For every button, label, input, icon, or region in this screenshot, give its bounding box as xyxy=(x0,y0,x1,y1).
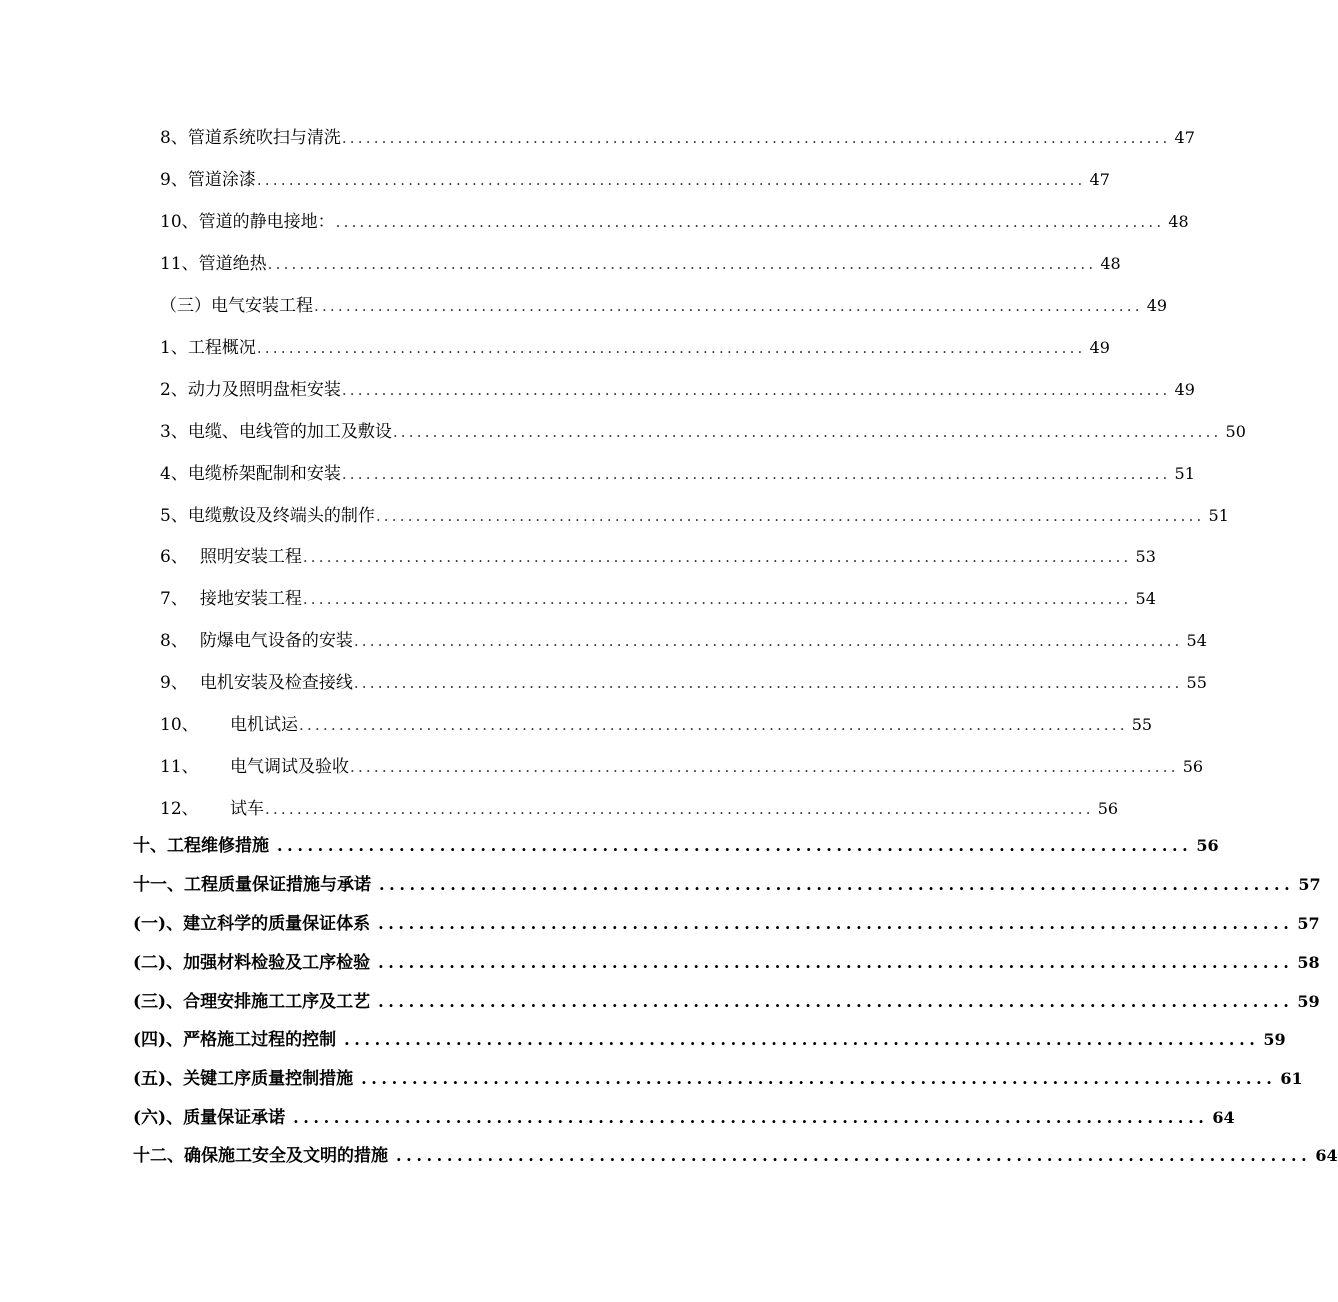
toc-entry[interactable] xyxy=(133,872,1321,898)
toc-entry-label: 4、电缆桥架配制和安装 xyxy=(160,464,341,484)
toc-entry[interactable] xyxy=(160,461,1195,487)
dot-leader: ........................................................................................................ xyxy=(256,171,1086,189)
toc-page-number: 50 xyxy=(1225,422,1246,441)
dot-leader: ........................................................................................................ xyxy=(341,129,1171,147)
toc-page-number: 49 xyxy=(1146,296,1168,315)
toc-entry[interactable] xyxy=(160,251,1121,277)
toc-entry[interactable] xyxy=(160,586,1156,612)
toc-entry-label: (二)、加强材料检验及工序检验 xyxy=(133,953,371,973)
toc-page-number: 57 xyxy=(1297,914,1320,933)
toc-entry[interactable] xyxy=(133,911,1320,937)
toc-page-number: 59 xyxy=(1263,1030,1286,1049)
toc-entry-label: (六)、质量保证承诺 xyxy=(133,1108,286,1128)
dot-leader: ........................................................................................................ xyxy=(302,590,1132,608)
toc-entry[interactable] xyxy=(160,377,1195,403)
dot-leader: .......................................................................................... xyxy=(293,1108,1209,1127)
toc-entry[interactable] xyxy=(160,419,1246,445)
dot-leader: .......................................................................................... xyxy=(378,992,1294,1011)
dot-leader: .......................................................................................... xyxy=(277,836,1193,855)
toc-page-number: 59 xyxy=(1297,992,1320,1011)
toc-entry-label: 3、电缆、电线管的加工及敷设 xyxy=(160,422,392,442)
dot-leader: .......................................................................................... xyxy=(379,875,1295,894)
toc-entry[interactable] xyxy=(160,712,1153,738)
toc-page-number: 54 xyxy=(1135,589,1156,608)
dot-leader: .......................................................................................... xyxy=(378,953,1294,972)
toc-entry-label: 6、 照明安装工程 xyxy=(160,547,302,567)
toc-page-number: 53 xyxy=(1135,547,1156,566)
dot-leader: ........................................................................................................ xyxy=(256,339,1086,357)
toc-page-number: 64 xyxy=(1212,1108,1235,1127)
toc-entry-label: 十一、工程质量保证措施与承诺 xyxy=(133,875,371,895)
toc-page-number: 61 xyxy=(1280,1069,1303,1088)
toc-entry-label: 5、电缆敷设及终端头的制作 xyxy=(160,506,375,526)
toc-entry-label: 8、管道系统吹扫与清洗 xyxy=(160,128,341,148)
toc-entry[interactable] xyxy=(160,503,1229,529)
dot-leader: ........................................................................................................ xyxy=(353,674,1183,692)
toc-entry-label: 12、 试车 xyxy=(160,799,264,819)
toc-entry-label: (五)、关键工序质量控制措施 xyxy=(133,1069,354,1089)
dot-leader: ........................................................................................................ xyxy=(314,297,1143,315)
dot-leader: ........................................................................................................ xyxy=(341,381,1171,399)
toc-entry-label: 10、管道的静电接地： xyxy=(160,212,335,232)
toc-page-number: 49 xyxy=(1174,380,1195,399)
toc-entry-label: 十二、确保施工安全及文明的措施 xyxy=(133,1146,388,1166)
toc-entry-label: 8、 防爆电气设备的安装 xyxy=(160,631,353,651)
dot-leader: ........................................................................................................ xyxy=(353,632,1183,650)
toc-entry[interactable] xyxy=(133,1027,1286,1053)
toc-entry-label: 11、 电气调试及验收 xyxy=(160,757,349,777)
toc-entry[interactable] xyxy=(160,209,1189,235)
toc-entry-label: (三)、合理安排施工工序及工艺 xyxy=(133,992,371,1012)
toc-page-number: 51 xyxy=(1208,506,1229,525)
dot-leader: ........................................................................................................ xyxy=(341,465,1171,483)
dot-leader: ........................................................................................................ xyxy=(299,716,1128,734)
toc-page-number: 57 xyxy=(1298,875,1321,894)
toc-entry[interactable] xyxy=(133,1143,1338,1169)
toc-entry-label: 9、 电机安装及检查接线 xyxy=(160,673,353,693)
dot-leader: ........................................................................................................ xyxy=(350,758,1179,776)
toc-entry-label: （三）电气安装工程 xyxy=(160,296,313,316)
toc-page-number: 48 xyxy=(1100,254,1121,273)
dot-leader: .......................................................................................... xyxy=(378,914,1294,933)
toc-entry-label: (一)、建立科学的质量保证体系 xyxy=(133,914,371,934)
toc-entry[interactable] xyxy=(133,989,1320,1015)
dot-leader: ........................................................................................................ xyxy=(267,255,1097,273)
toc-page-number: 64 xyxy=(1315,1146,1338,1165)
toc-entry[interactable] xyxy=(133,833,1219,859)
dot-leader: ........................................................................................................ xyxy=(265,800,1094,818)
toc-page-number: 55 xyxy=(1131,715,1153,734)
toc-entry[interactable] xyxy=(160,293,1168,319)
dot-leader: ........................................................................................................ xyxy=(392,423,1222,441)
toc-entry-label: 1、工程概况 xyxy=(160,338,256,358)
dot-leader: .......................................................................................... xyxy=(361,1069,1277,1088)
dot-leader: ........................................................................................................ xyxy=(335,213,1165,231)
toc-page-number: 56 xyxy=(1196,836,1219,855)
toc-page-number: 55 xyxy=(1186,673,1207,692)
toc-entry[interactable] xyxy=(160,167,1110,193)
toc-page-number: 56 xyxy=(1182,757,1204,776)
toc-page-number: 56 xyxy=(1097,799,1119,818)
toc-entry-label: (四)、严格施工过程的控制 xyxy=(133,1030,337,1050)
toc-page-number: 49 xyxy=(1089,338,1110,357)
toc-entry-label: 11、管道绝热 xyxy=(160,254,267,274)
toc-entry[interactable] xyxy=(160,670,1207,696)
toc-page-number: 58 xyxy=(1297,953,1320,972)
dot-leader: ........................................................................................................ xyxy=(302,548,1132,566)
toc-entry[interactable] xyxy=(160,335,1110,361)
dot-leader: .......................................................................................... xyxy=(344,1030,1260,1049)
toc-entry[interactable] xyxy=(133,1105,1235,1131)
toc-page-number: 51 xyxy=(1174,464,1195,483)
toc-entry-label: 7、 接地安装工程 xyxy=(160,589,302,609)
toc-entry[interactable] xyxy=(160,125,1195,151)
toc-entry-label: 10、 电机试运 xyxy=(160,715,298,735)
dot-leader: .......................................................................................... xyxy=(396,1146,1312,1165)
toc-page-number: 48 xyxy=(1168,212,1189,231)
toc-entry-label: 十、工程维修措施 xyxy=(133,836,269,856)
toc-entry-label: 2、动力及照明盘柜安装 xyxy=(160,380,341,400)
toc-entry[interactable] xyxy=(160,754,1204,780)
toc-entry[interactable] xyxy=(160,628,1207,654)
toc-entry[interactable] xyxy=(160,544,1156,570)
toc-entry[interactable] xyxy=(133,1066,1303,1092)
toc-page-number: 47 xyxy=(1089,170,1110,189)
toc-entry[interactable] xyxy=(133,950,1320,976)
toc-page-number: 47 xyxy=(1174,128,1195,147)
dot-leader: ........................................................................................................ xyxy=(375,507,1205,525)
toc-page-number: 54 xyxy=(1186,631,1207,650)
toc-entry[interactable] xyxy=(160,796,1119,822)
toc-entry-label: 9、管道涂漆 xyxy=(160,170,256,190)
